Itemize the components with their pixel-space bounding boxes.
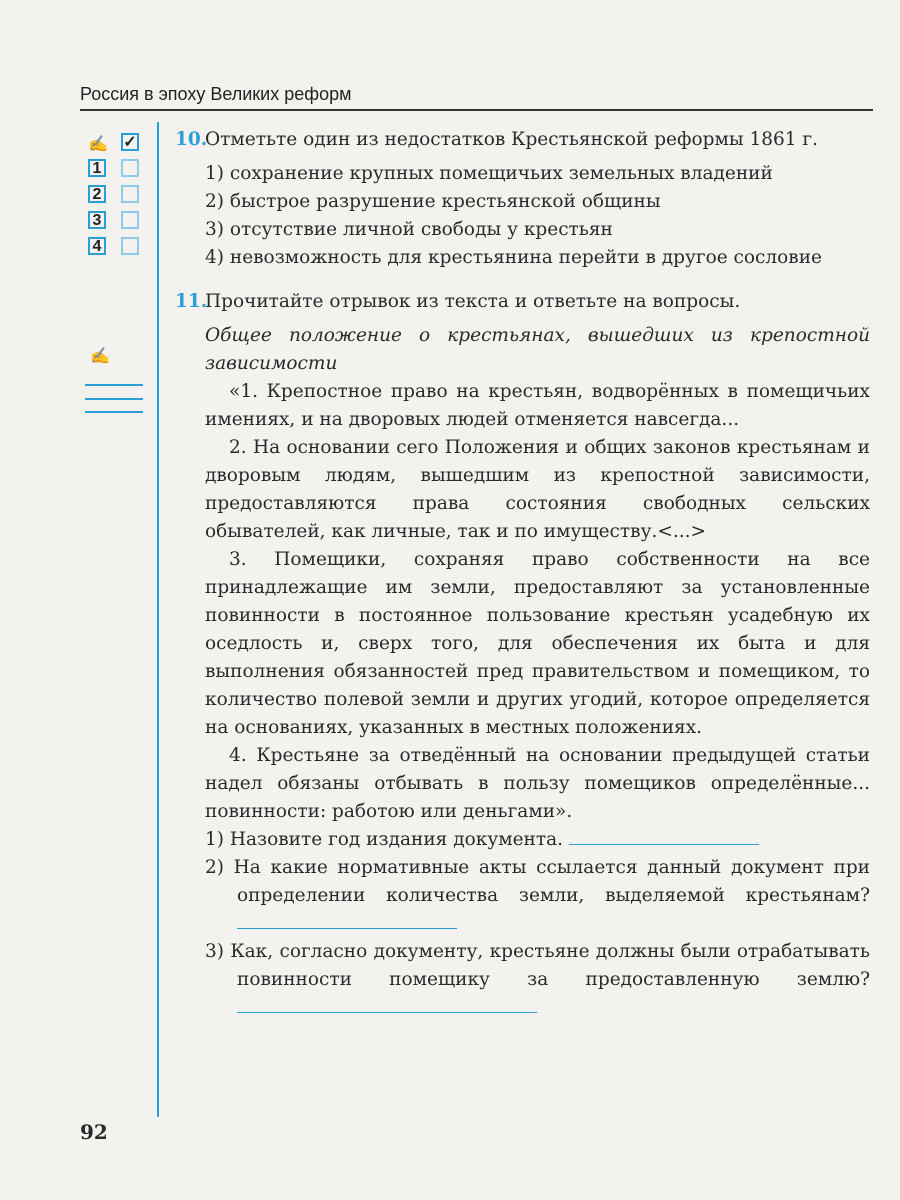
- answer-box-4[interactable]: [121, 237, 139, 255]
- document-paragraph: 2. На основании сего Положения и общих законов крестьянам и дворовым людям, вышедшим из крепостной зависимости, предоставляются права состояния свободных сельских обывателей, как личные, так и по имуществу.<...>: [205, 437, 870, 542]
- question-11: [175, 288, 870, 1022]
- page-number: 92: [80, 1120, 108, 1144]
- answer-code-3: 3: [88, 211, 106, 229]
- sub-question-1: [205, 826, 870, 854]
- sub-question-3: [205, 938, 870, 1022]
- running-header: Россия в эпоху Великих реформ: [80, 84, 352, 104]
- margin-answer-line: [85, 398, 143, 400]
- question-10: [175, 126, 870, 272]
- pencil-icon: ✍: [88, 134, 108, 153]
- answer-code-1: 1: [88, 159, 106, 177]
- document-paragraph: 4. Крестьяне за отведённый на основании предыдущей статьи надел обязаны отбывать в пользу помещиков определённые... повинности: работою или деньгами».: [205, 745, 870, 822]
- answer-box-2[interactable]: [121, 185, 139, 203]
- check-mark: ✓: [123, 134, 137, 151]
- answer-check-box: [121, 133, 139, 151]
- sub-question-text: 3) Как, согласно документу, крестьяне должны были отрабатывать повинности помещику за предоставленную землю?: [205, 941, 870, 990]
- answer-line[interactable]: [237, 910, 457, 929]
- header-rule: [80, 109, 873, 111]
- margin-answer-line: [85, 411, 143, 413]
- question-number: 11.: [175, 291, 208, 312]
- question-number: 10.: [175, 129, 208, 150]
- sub-question-text: 1) Назовите год издания документа.: [205, 829, 564, 850]
- document-title: Общее положение о крестьянах, вышедших из крепостной зависимости: [205, 325, 870, 374]
- sub-question-2: [205, 854, 870, 938]
- answer-line[interactable]: [237, 994, 537, 1013]
- option-2: 2) быстрое разрушение крестьянской общины: [205, 191, 661, 212]
- page-content: [175, 126, 870, 1022]
- document-paragraph: 3. Помещики, сохраняя право собственности на все принадлежащие им земли, предоставляют за установленные повинности в постоянное пользование крестьян усадебную их оседлость и, сверх того, для обеспечения их быта и для выполнения обязанностей пред правительством и помещиком, то количество полевой земли и других угодий, которое определяется на основаниях, указанных в местных положениях.: [205, 549, 870, 738]
- sub-question-text: 2) На какие нормативные акты ссылается данный документ при определении количества земли, выделяемой крестьянам?: [205, 857, 870, 906]
- answer-line[interactable]: [569, 826, 759, 845]
- question-text: Отметьте один из недостатков Крестьянской реформы 1861 г.: [205, 129, 818, 150]
- margin-answer-line: [85, 384, 143, 386]
- question-text: Прочитайте отрывок из текста и ответьте на вопросы.: [205, 291, 741, 312]
- pencil-icon: ✍: [90, 346, 110, 365]
- margin-divider: [157, 122, 159, 1117]
- option-3: 3) отсутствие личной свободы у крестьян: [205, 219, 613, 240]
- document-paragraph: «1. Крепостное право на крестьян, водворённых в помещичьих имениях, и на дворовых людей отменяется навсегда...: [205, 381, 870, 430]
- answer-box-1[interactable]: [121, 159, 139, 177]
- answer-box-3[interactable]: [121, 211, 139, 229]
- answer-code-2: 2: [88, 185, 106, 203]
- option-4: 4) невозможность для крестьянина перейти в другое сословие: [205, 247, 823, 268]
- option-1: 1) сохранение крупных помещичьих земельных владений: [205, 163, 773, 184]
- answer-code-4: 4: [88, 237, 106, 255]
